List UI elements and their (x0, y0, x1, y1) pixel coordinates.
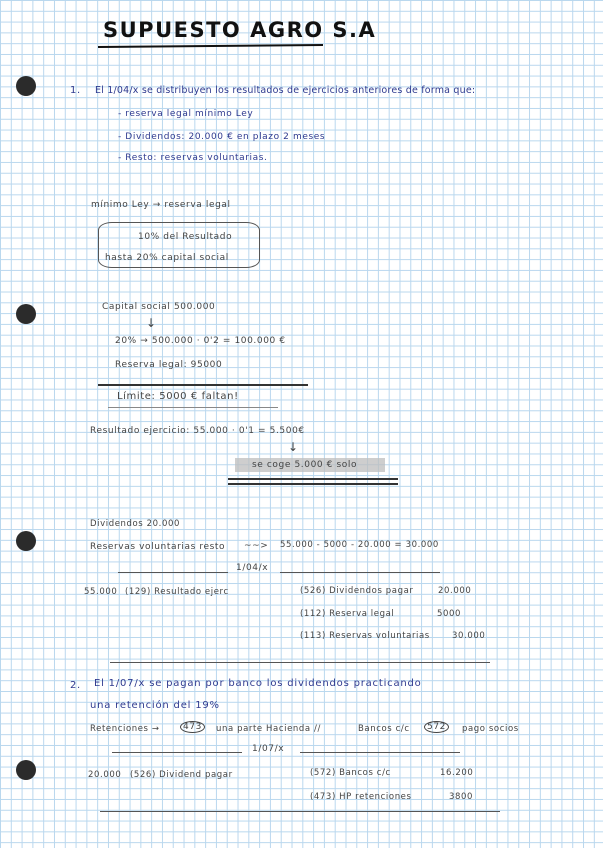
code-572-circle: 572 (424, 721, 449, 733)
pago-socios: pago socios (462, 724, 519, 734)
entry1-close-rule (110, 662, 490, 663)
entry1-credit-2-account: (112) Reserva legal (300, 609, 395, 619)
code-473 (180, 721, 205, 733)
page-title: SUPUESTO AGRO S.A (103, 18, 377, 42)
section1-number: 1. (70, 85, 81, 96)
binder-hole-3 (16, 531, 36, 551)
down-arrow-2: ↓ (288, 440, 299, 454)
entry2-credit-1-account: (572) Bancos c/c (310, 768, 391, 778)
entry1-debit-account: (129) Resultado ejerc (125, 587, 229, 597)
entry1-credit-1-account: (526) Dividendos pagar (300, 586, 414, 596)
double-underline-b (228, 483, 398, 485)
entry1-date: 1/04/x (236, 563, 269, 573)
reserva-legal-line: Reserva legal: 95000 (115, 360, 223, 370)
squiggle-arrow: ~~> (244, 541, 269, 551)
entry1-rule-right (280, 572, 440, 573)
entry2-rule-left (112, 752, 242, 753)
binder-hole-2 (16, 304, 36, 324)
reservas-vol-calc: 55.000 - 5000 - 20.000 = 30.000 (280, 540, 439, 550)
entry2-debit-account: (526) Dividend pagar (130, 770, 233, 780)
divider-line-1 (98, 384, 308, 386)
divider-line-1b (108, 407, 278, 408)
entry1-rule-left (118, 572, 228, 573)
dividendos-line: Dividendos 20.000 (90, 519, 180, 529)
binder-hole-1 (16, 76, 36, 96)
title-underline (98, 44, 323, 48)
down-arrow: ↓ (146, 316, 157, 330)
reservas-vol-label: Reservas voluntarias resto (90, 542, 226, 552)
se-coge-line: se coge 5.000 € solo (252, 460, 358, 470)
entry1-credit-3-amount: 30.000 (452, 631, 486, 641)
section2-statement-2: una retención del 19% (90, 700, 220, 711)
entry2-credit-2-amount: 3800 (449, 792, 474, 802)
code-473-circle: 473 (180, 721, 205, 733)
double-underline-a (228, 478, 398, 480)
retenciones-label: Retenciones → (90, 724, 160, 734)
entry2-credit-1-amount: 16.200 (440, 768, 474, 778)
section1-bullet-2: - Dividendos: 20.000 € en plazo 2 meses (118, 132, 326, 142)
code-572 (424, 721, 449, 733)
entry1-credit-3-account: (113) Reservas voluntarias (300, 631, 430, 641)
capital-social-line: Capital social 500.000 (102, 302, 216, 312)
entry1-debit-amount: 55.000 (84, 587, 118, 597)
entry2-date: 1/07/x (252, 744, 285, 754)
section2-number: 2. (70, 680, 81, 691)
box-line-1: 10% del Resultado (138, 232, 233, 242)
entry2-credit-2-account: (473) HP retenciones (310, 792, 412, 802)
section1-statement: El 1/04/x se distribuyen los resultados de ejercicios anteriores de forma que: (95, 85, 476, 96)
retenciones-text: una parte Hacienda // (216, 724, 321, 734)
bancos-label: Bancos c/c (358, 724, 410, 734)
entry2-close-rule (100, 811, 500, 812)
entry2-debit-amount: 20.000 (88, 770, 122, 780)
binder-hole-4 (16, 760, 36, 780)
section2-statement-1: El 1/07/x se pagan por banco los dividendos practicando (94, 678, 422, 689)
box-line-2: hasta 20% capital social (105, 253, 229, 263)
minimo-ley-line: mínimo Ley → reserva legal (91, 200, 231, 210)
section1-bullet-1: - reserva legal mínimo Ley (118, 109, 254, 119)
section1-bullet-3: - Resto: reservas voluntarias. (118, 153, 268, 163)
entry2-rule-right (300, 752, 460, 753)
limite-line: Límite: 5000 € faltan! (117, 391, 239, 402)
entry1-credit-1-amount: 20.000 (438, 586, 472, 596)
entry1-credit-2-amount: 5000 (437, 609, 462, 619)
resultado-line: Resultado ejercicio: 55.000 · 0'1 = 5.500€ (90, 426, 305, 436)
calc-20-line: 20% → 500.000 · 0'2 = 100.000 € (115, 336, 286, 346)
